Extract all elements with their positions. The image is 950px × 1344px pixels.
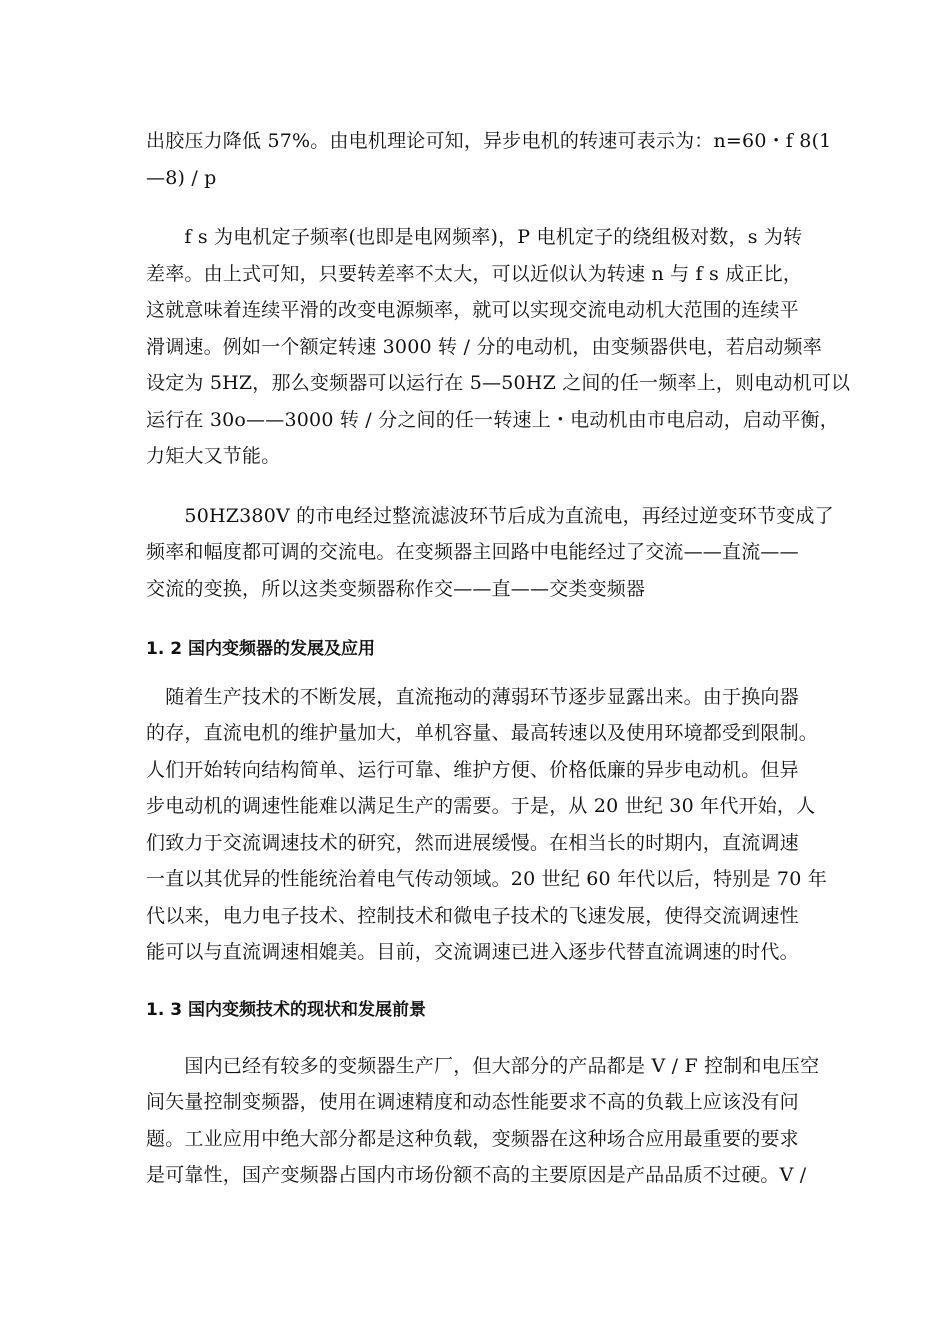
paragraph-line: 一直以其优异的性能统治着电气传动领域。20 世纪 60 年代以后，特别是 70 年 [146,868,827,890]
paragraph-line: 步电动机的调速性能难以满足生产的需要。于是，从 20 世纪 30 年代开始，人 [146,795,816,817]
paragraph-line: 频率和幅度都可调的交流电。在变频器主回路中电能经过了交流——直流—— [146,541,799,563]
paragraph-line: 滑调速。例如一个额定转速 3000 转 / 分的电动机，由变频器供电，若启动频率 [146,336,822,358]
section-heading: 1. 3 国内变频技术的现状和发展前景 [146,1000,426,1020]
paragraph-line: —8) / p [146,167,217,189]
paragraph-line: 的存，直流电机的维护量加大，单机容量、最高转速以及使用环境都受到限制。 [146,722,819,744]
paragraph-line: 差率。由上式可知，只要转差率不太大，可以近似认为转速 n 与 f s 成正比， [146,263,803,285]
paragraph-line: 50HZ380V 的市电经过整流滤波环节后成为直流电，再经过逆变环节变成了 [146,505,834,527]
paragraph-line: 国内已经有较多的变频器生产厂，但大部分的产品都是 V / F 控制和电压空 [146,1055,820,1077]
paragraph-line: 们致力于交流调速技术的研究，然而进展缓慢。在相当长的时期内，直流调速 [146,832,799,854]
section-heading: 1. 2 国内变频器的发展及应用 [146,639,375,659]
paragraph-line: 运行在 30o——3000 转 / 分之间的任一转速上・电动机由市电启动，启动平衡， [146,409,839,431]
paragraph-line: 随着生产技术的不断发展，直流拖动的薄弱环节逐步显露出来。由于换向器 [146,686,799,708]
paragraph-line: 人们开始转向结构简单、运行可靠、维护方便、价格低廉的异步电动机。但异 [146,759,799,781]
paragraph-line: 力矩大又节能。 [146,445,281,467]
paragraph-line: 出胶压力降低 57%。由电机理论可知，异步电机的转速可表示为：n=60・f 8(1 [146,130,832,152]
paragraph-line: 间矢量控制变频器，使用在调速精度和动态性能要求不高的负载上应该没有问 [146,1091,799,1113]
paragraph-line: 能可以与直流调速相媲美。目前，交流调速已进入逐步代替直流调速的时代。 [146,941,799,963]
paragraph-line: 代以来，电力电子技术、控制技术和微电子技术的飞速发展，使得交流调速性 [146,905,799,927]
paragraph-line: 设定为 5HZ，那么变频器可以运行在 5—50HZ 之间的任一频率上，则电动机可以 [146,372,851,394]
paragraph-line: 是可靠性，国产变频器占国内市场份额不高的主要原因是产品品质不过硬。V / [146,1164,807,1186]
paragraph-line: 题。工业应用中绝大部分都是这种负载，变频器在这种场合应用最重要的要求 [146,1128,799,1150]
paragraph-line: f s 为电机定子频率(也即是电网频率)，P 电机定子的绕组极对数，s 为转 [146,226,803,248]
paragraph-line: 这就意味着连续平滑的改变电源频率，就可以实现交流电动机大范围的连续平 [146,299,799,321]
paragraph-line: 交流的变换，所以这类变频器称作交——直——交类变频器 [146,578,646,600]
